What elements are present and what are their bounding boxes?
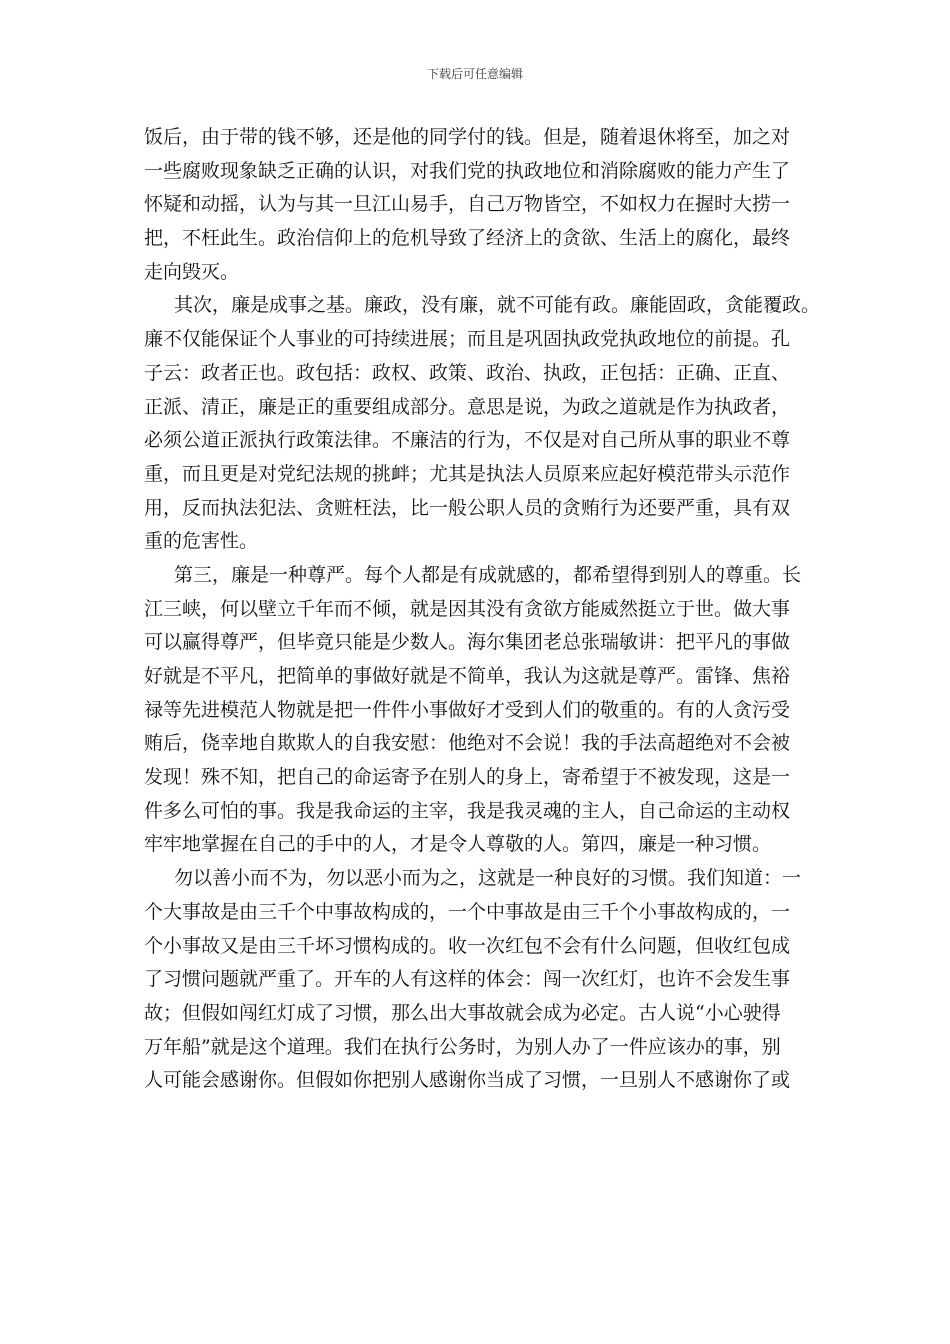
text-line: 件多么可怕的事。我是我命运的主宰，我是我灵魂的主人，自己命运的主动权 [144, 799, 791, 822]
text-line: 故；但假如闯红灯成了习惯，那么出大事故就会成为必定。古人说“小心驶得 [144, 1001, 781, 1024]
text-line: 个小事故又是由三千坏习惯构成的。收一次红包不会有什么问题，但收红包成 [144, 934, 791, 957]
text-line: 饭后，由于带的钱不够，还是他的同学付的钱。但是，随着退休将至，加之对 [144, 126, 791, 148]
text-line: 个大事故是由三千个中事故构成的，一个中事故是由三千个小事故构成的，一 [144, 900, 791, 923]
text-line: 了习惯问题就严重了。开车的人有这样的体会：闯一次红灯，也许不会发生事 [144, 968, 791, 991]
text-line: 廉不仅能保证个人事业的可持续进展；而且是巩固执政党执政地位的前提。孔 [144, 328, 791, 351]
text-line: 走向毁灭。 [144, 260, 240, 283]
text-line: 重的危害性。 [144, 530, 259, 553]
text-line: 正派、清正，廉是正的重要组成部分。意思是说，为政之道就是作为执政者， [144, 395, 791, 418]
document-body [144, 121, 820, 1098]
text-line: 牢牢地掌握在自己的手中的人，才是令人尊敬的人。第四，廉是一种习惯。 [144, 833, 772, 856]
text-line: 贿后，侥幸地自欺欺人的自我安慰：他绝对不会说！我的手法高超绝对不会被 [144, 732, 791, 755]
paragraph-start-line: 其次，廉是成事之基。廉政，没有廉，就不可能有政。廉能固政，贪能覆政。 [174, 294, 821, 317]
text-line: 必须公道正派执行政策法律。不廉洁的行为，不仅是对自己所从事的职业不尊 [144, 429, 791, 452]
text-line: 禄等先进模范人物就是把一件件小事做好才受到人们的敬重的。有的人贪污受 [144, 698, 791, 721]
paragraph-start-line: 勿以善小而不为，勿以恶小而为之，这就是一种良好的习惯。我们知道：一 [174, 867, 802, 890]
paragraph-start-line: 第三，廉是一种尊严。每个人都是有成就感的，都希望得到别人的尊重。长 [174, 563, 802, 586]
text-line: 好就是不平凡，把简单的事做好就是不简单，我认为这就是尊严。雷锋、焦裕 [144, 665, 791, 687]
text-line: 发现！殊不知，把自己的命运寄予在别人的身上，寄希望于不被发现，这是一 [144, 766, 791, 789]
text-line: 万年船”就是这个道理。我们在执行公务时，为别人办了一件应该办的事，别 [144, 1035, 781, 1058]
text-line: 子云：政者正也。政包括：政权、政策、政治、执政，正包括：正确、正直、 [144, 361, 791, 384]
text-line: 把，不枉此生。政治信仰上的危机导致了经济上的贪欲、生活上的腐化，最终 [144, 227, 791, 250]
text-line: 怀疑和动摇，认为与其一旦江山易手，自己万物皆空，不如权力在握时大捞一 [144, 193, 791, 216]
page-header: 下载后可任意编辑 [426, 67, 523, 81]
text-line: 重，而且更是对党纪法规的挑衅；尤其是执法人员原来应起好模范带头示范作 [144, 462, 791, 485]
text-line: 用，反而执法犯法、贪赃枉法，比一般公职人员的贪贿行为还要严重，具有双 [144, 496, 791, 519]
text-line: 江三峡，何以壁立千年而不倾，就是因其没有贪欲方能威然挺立于世。做大事 [144, 597, 791, 620]
text-line: 人可能会感谢你。但假如你把别人感谢你当成了习惯，一旦别人不感谢你了或 [144, 1069, 791, 1092]
text-line: 可以赢得尊严，但毕竟只能是少数人。海尔集团老总张瑞敏讲：把平凡的事做 [144, 631, 791, 654]
text-line: 一些腐败现象缺乏正确的认识，对我们党的执政地位和消除腐败的能力产生了 [144, 159, 791, 182]
